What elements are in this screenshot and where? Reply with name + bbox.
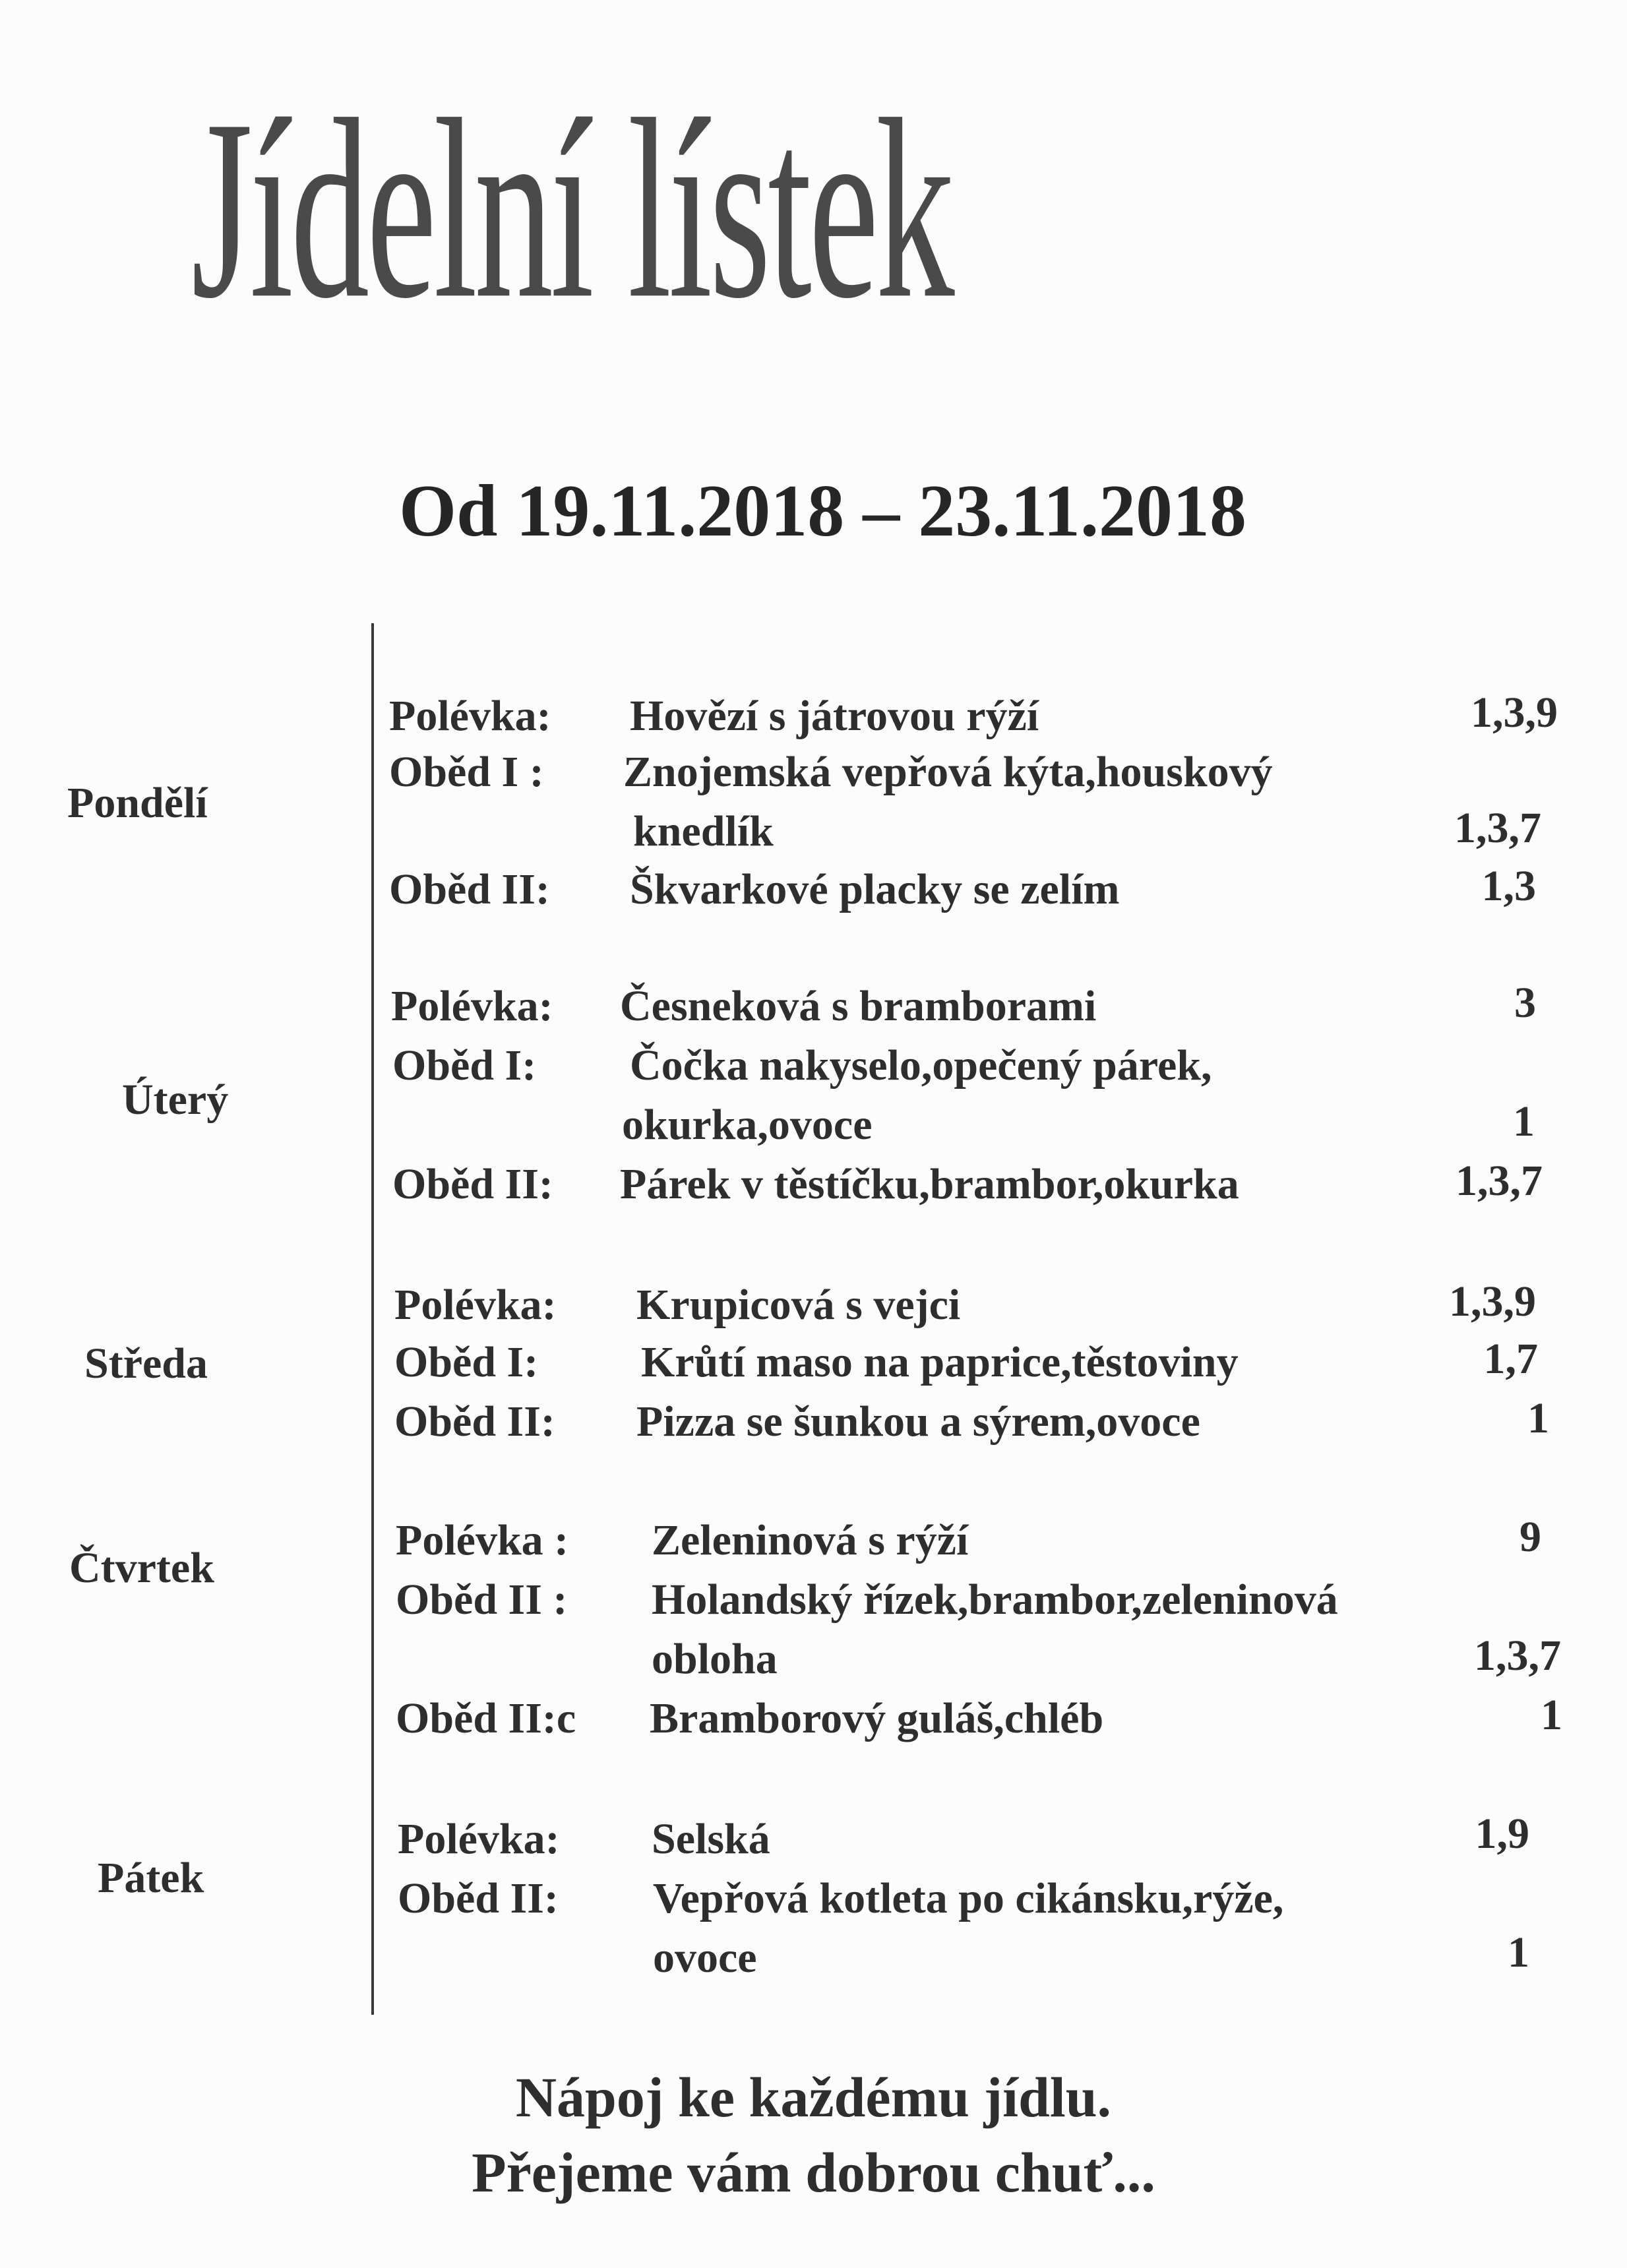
day-name-wednesday: Středa (84, 1339, 208, 1388)
allergens: 1,3,7 (1456, 1157, 1543, 1205)
meal-label: Oběd I: (394, 1338, 539, 1386)
meal-label: Polévka: (394, 1281, 557, 1329)
footer-greeting: Přejeme vám dobrou chuť... (472, 2141, 1155, 2204)
dish-name: Holandský řízek,brambor,zeleninová (652, 1576, 1338, 1624)
meal-label: Oběd II: (389, 865, 550, 913)
allergens: 1 (1513, 1097, 1535, 1146)
allergens: 1,3,9 (1471, 689, 1558, 737)
meal-label: Oběd II: (394, 1397, 555, 1446)
dish-name: Pizza se šunkou a sýrem,ovoce (636, 1397, 1200, 1446)
allergens: 1,7 (1483, 1335, 1538, 1383)
meal-label: Oběd II: (392, 1160, 553, 1208)
day-name-tuesday: Úterý (122, 1076, 229, 1124)
divider-line (371, 623, 374, 2015)
dish-name: Vepřová kotleta po cikánsku,rýže, (653, 1874, 1284, 1922)
allergens: 3 (1514, 979, 1536, 1027)
dish-name: Česneková s bramborami (620, 982, 1097, 1030)
allergens: 1 (1527, 1394, 1549, 1442)
page-title: Jídelní lístek (191, 67, 952, 352)
allergens: 1,3,7 (1454, 804, 1541, 852)
day-name-monday: Pondělí (67, 779, 208, 827)
meal-label: Polévka : (396, 1516, 569, 1564)
dish-name: Bramborový guláš,chléb (650, 1694, 1104, 1742)
dish-name: Zeleninová s rýží (652, 1516, 969, 1564)
dish-name: Hovězí s játrovou rýží (630, 692, 1039, 740)
dish-name: Krupicová s vejci (636, 1281, 961, 1329)
meal-label: Oběd II : (396, 1576, 568, 1624)
dish-name: Škvarkové placky se zelím (630, 865, 1120, 913)
allergens: 1 (1541, 1691, 1562, 1739)
dish-name: Čočka nakyselo,opečený párek, (630, 1041, 1212, 1089)
allergens: 1,3,7 (1474, 1632, 1561, 1680)
meal-label: Oběd I : (389, 748, 544, 796)
footer-drink-note: Nápoj ke každému jídlu. (515, 2066, 1112, 2129)
allergens: 1,3,9 (1449, 1277, 1536, 1326)
meal-label: Polévka: (398, 1815, 560, 1863)
dish-name: Znojemská vepřová kýta,houskový (623, 748, 1273, 796)
meal-label: Polévka: (391, 982, 553, 1030)
meal-label: Oběd I: (392, 1041, 537, 1089)
dish-name: ovoce (653, 1934, 757, 1982)
dish-name: obloha (652, 1635, 778, 1683)
allergens: 1 (1508, 1928, 1529, 1977)
allergens: 9 (1520, 1513, 1541, 1561)
meal-label: Polévka: (389, 692, 551, 740)
allergens: 1,9 (1475, 1810, 1529, 1858)
meal-label: Oběd II:c (396, 1694, 576, 1742)
dish-name: knedlík (633, 807, 774, 855)
allergens: 1,3 (1481, 862, 1536, 910)
dish-name: Párek v těstíčku,brambor,okurka (620, 1160, 1239, 1208)
dish-name: Krůtí maso na paprice,těstoviny (641, 1338, 1239, 1386)
day-name-thursday: Čtvrtek (69, 1544, 214, 1592)
meal-label: Oběd II: (398, 1874, 559, 1922)
dish-name: okurka,ovoce (622, 1101, 873, 1149)
date-range: Od 19.11.2018 – 23.11.2018 (399, 470, 1247, 552)
dish-name: Selská (652, 1815, 770, 1863)
day-name-friday: Pátek (98, 1854, 204, 1902)
